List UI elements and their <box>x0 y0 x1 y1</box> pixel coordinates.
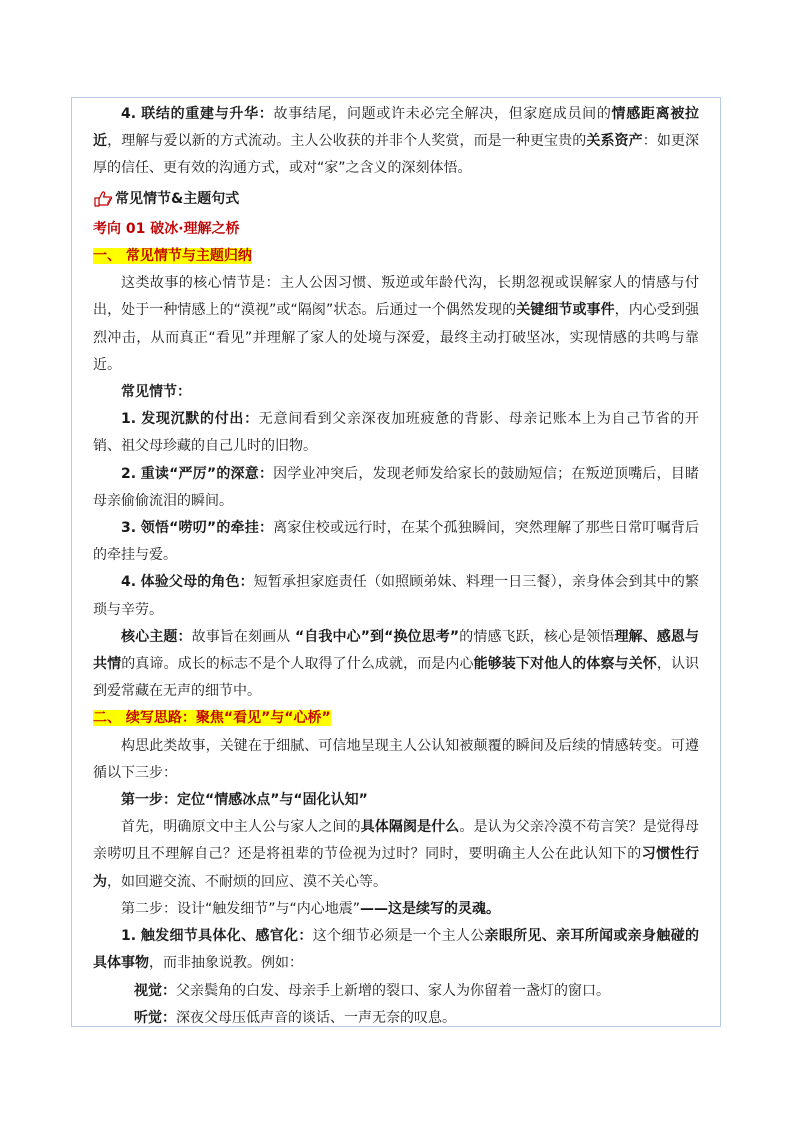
example-visual: 视觉：父亲鬓角的白发、母亲手上新增的裂口、家人为你留着一盏灯的窗口。 <box>134 982 610 999</box>
paragraph-trigger-detail: 1. 触发细节具体化、感官化：这个细节必须是一个主人公亲眼所见、亲耳所闻或亲身触碰的具体事物，而非抽象说教。例如： <box>93 928 700 972</box>
step-2-title: 第二步：设计“触发细节”与“内心地震”——这是续写的灵魂。 <box>121 900 501 917</box>
topic-title: 考向 01 破冰·理解之桥 <box>93 220 240 237</box>
step-1-title: 第一步：定位“情感冰点”与“固化认知” <box>121 792 368 809</box>
plot-item: 1. 发现沉默的付出：无意间看到父亲深夜加班疲惫的背影、母亲记账本上为自己节省的开销、祖父母珍藏的自己儿时的旧物。 <box>93 411 700 455</box>
plot-item: 2. 重读“严厉”的深意：因学业冲突后，发现老师发给家长的鼓励短信；在叛逆顶嘴后，目睹母亲偷偷流泪的瞬间。 <box>93 465 699 509</box>
plots-label: 常见情节： <box>121 384 191 401</box>
item-title: 联结的重建与升华： <box>141 106 274 122</box>
section-heading: 常见情节&主题句式 <box>93 186 699 213</box>
pointing-hand-icon <box>93 190 113 208</box>
section-1-label: 一、 常见情节与主题归纳 <box>93 248 252 265</box>
paragraph-intro: 这类故事的核心情节是：主人公因习惯、叛逆或年龄代沟，长期忽视或误解家人的情感与付出，处于一种情感上的“漠视”或“隔阂”状态。后通过一个偶然发现的关键细节或事件，内心受到强烈冲击，从而真正“看见”并理解了家人的处境与深爱，最终主动打破坚冰，实现情感的共鸣与靠近。 <box>93 275 700 373</box>
paragraph-reconnection: 4. 联结的重建与升华：故事结尾，问题或许未必完全解决，但家庭成员间的情感距离被拉近，理解与爱以新的方式流动。主人公收获的并非个人奖赏，而是一种更宝贵的关系资产：如更深厚的信任、更有效的沟通方式，或对“家”之含义的深刻体悟。 <box>93 106 700 177</box>
paragraph-approach: 构思此类故事，关键在于细腻、可信地呈现主人公认知被颠覆的瞬间及后续的情感转变。可遵循以下三步： <box>93 737 699 781</box>
example-audio: 听觉：深夜父母压低声音的谈话、一声无奈的叹息。 <box>134 1009 456 1026</box>
paragraph-theme: 核心主题：故事旨在刻画从 “自我中心”到“换位思考”的情感飞跃，核心是领悟理解、感恩与共情的真谛。成长的标志不是个人取得了什么成就，而是内心能够装下对他人的体察与关怀，认识到爱常藏在无声的细节中。 <box>93 628 700 700</box>
plot-item: 3. 领悟“唠叨”的牵挂：离家住校或远行时，在某个孤独瞬间，突然理解了那些日常叮嘱背后的牵挂与爱。 <box>93 520 699 564</box>
section-2-label: 二、 续写思路：聚焦“看见”与“心桥” <box>93 710 331 727</box>
document-body <box>93 101 699 1032</box>
paragraph-step-1: 首先，明确原文中主人公与家人之间的具体隔阂是什么。是认为父亲冷漠不苟言笑？是觉得母亲唠叨且不理解自己？还是将祖辈的节俭视为过时？同时，要明确主人公在此认知下的习惯性行为，如回避交流、不耐烦的回应、漠不关心等。 <box>93 819 700 890</box>
plot-item: 4. 体验父母的角色：短暂承担家庭责任（如照顾弟妹、料理一日三餐），亲身体会到其中的繁琐与辛劳。 <box>93 574 700 618</box>
item-number: 4. <box>121 106 137 122</box>
